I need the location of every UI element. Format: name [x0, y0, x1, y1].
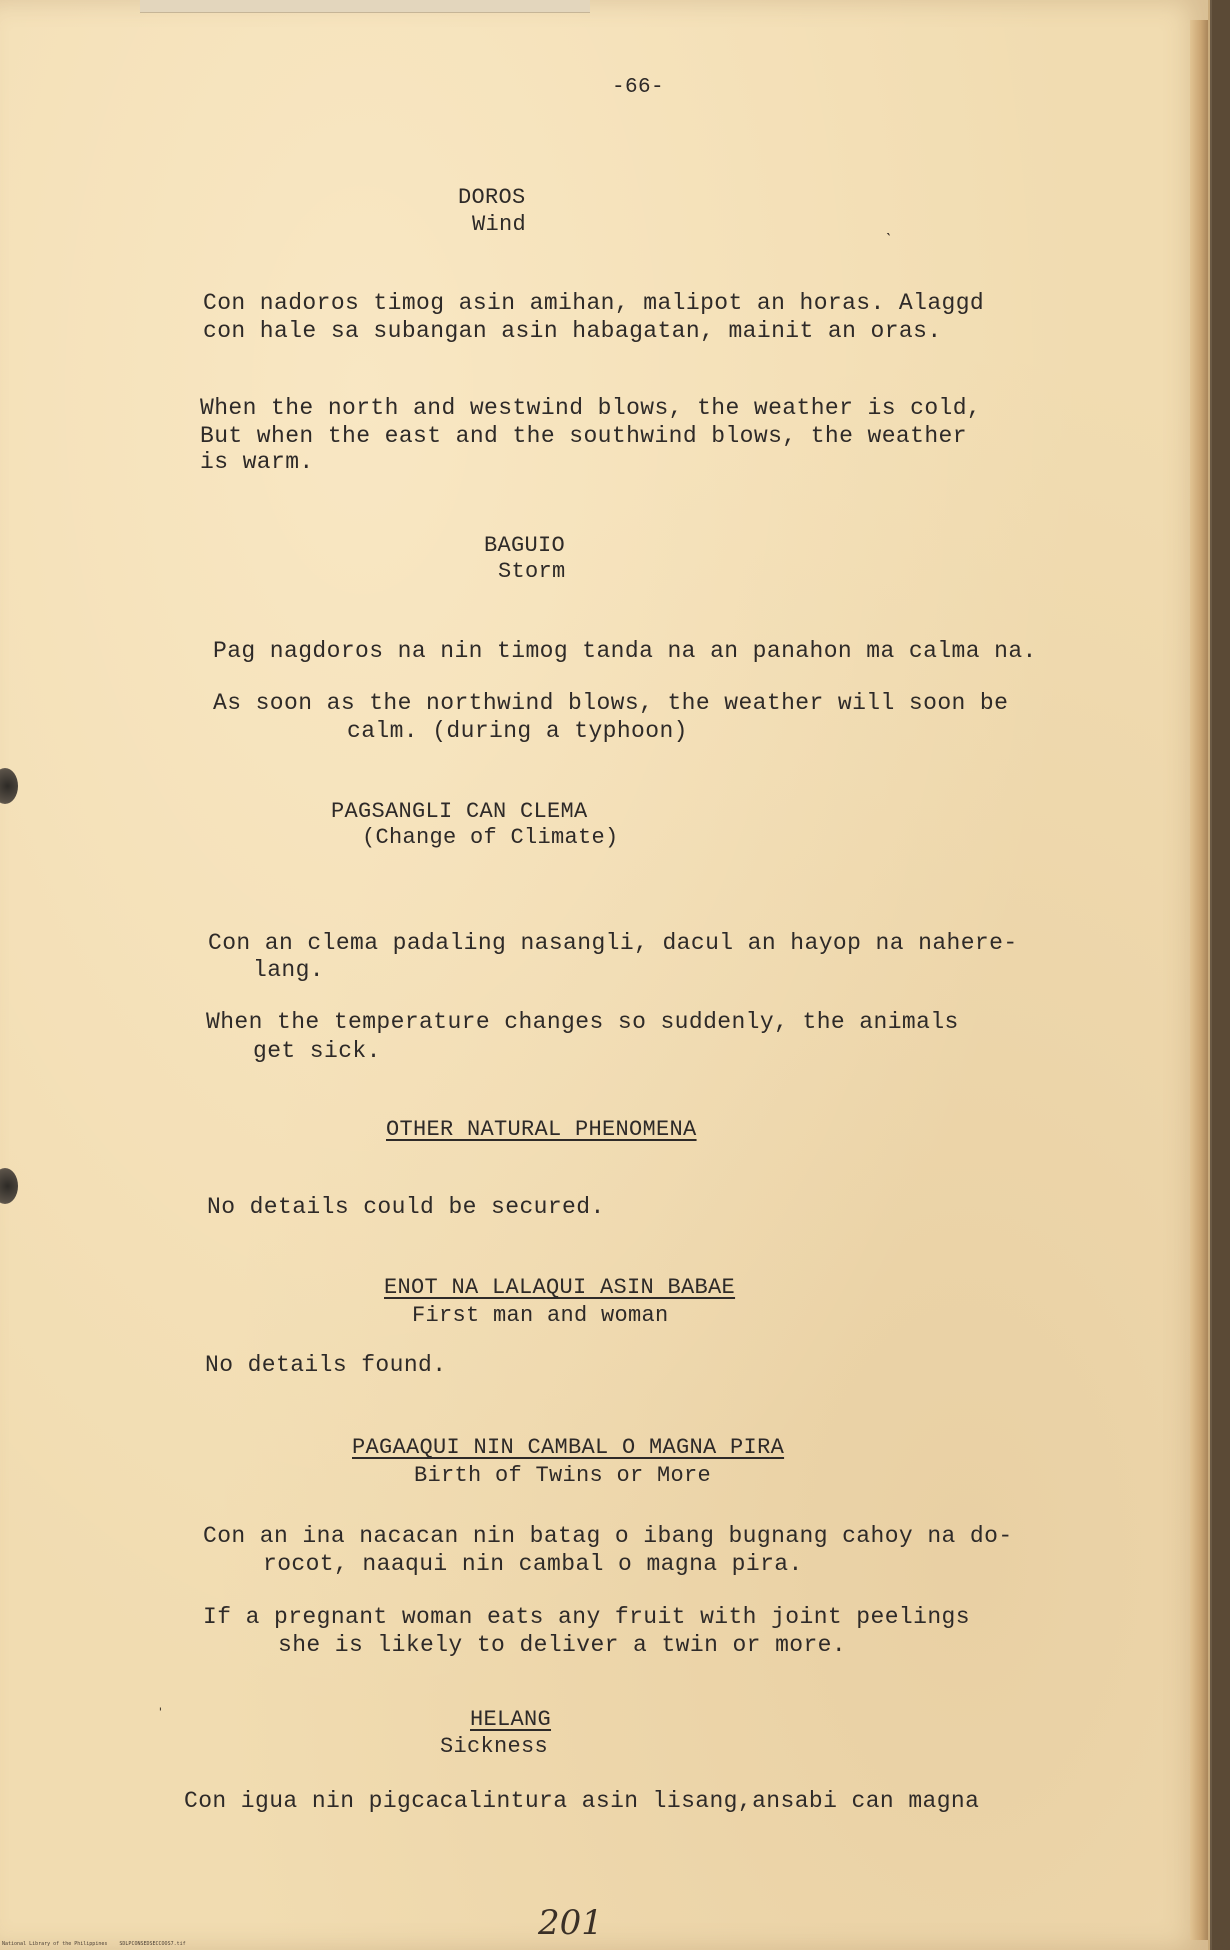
- body-line: But when the east and the southwind blows, the weather: [200, 423, 967, 449]
- body-line: No details found.: [205, 1352, 447, 1378]
- body-line: Con an clema padaling nasangli, dacul an hayop na nahere-: [208, 930, 1018, 956]
- section-title-pagsangli: PAGSANGLI CAN CLEMA: [331, 799, 588, 824]
- scan-footer: National Library of the Philippines SDLPCONSEDSECCOOS7.tif: [2, 1941, 186, 1947]
- section-subtitle-twins: Birth of Twins or More: [414, 1463, 712, 1488]
- body-line: Con an ina nacacan nin batag o ibang bugnang cahoy na do-: [203, 1523, 1013, 1549]
- body-line: As soon as the northwind blows, the weather will soon be: [213, 690, 1009, 716]
- paper-scrap: [140, 0, 590, 13]
- punch-hole: [0, 1168, 18, 1204]
- folio-number: 201: [538, 1903, 603, 1943]
- body-line: calm. (during a typhoon): [347, 718, 688, 744]
- body-line: lang.: [253, 957, 325, 983]
- body-line: No details could be secured.: [207, 1194, 605, 1220]
- section-title-pagaaqui: PAGAAQUI NIN CAMBAL O MAGNA PIRA: [352, 1435, 785, 1460]
- section-subtitle-first-man: First man and woman: [412, 1303, 669, 1328]
- section-subtitle-sickness: Sickness: [440, 1734, 549, 1759]
- body-line: con hale sa subangan asin habagatan, mainit an oras.: [203, 318, 942, 344]
- section-title-doros: DOROS: [458, 185, 526, 210]
- body-line: Pag nagdoros na nin timog tanda na an panahon ma calma na.: [213, 638, 1037, 664]
- body-line: Con igua nin pigcacalintura asin lisang,ansabi can magna: [184, 1788, 980, 1814]
- body-line: Con nadoros timog asin amihan, malipot an horas. Alaggd: [203, 290, 985, 316]
- body-line: When the north and westwind blows, the weather is cold,: [200, 395, 982, 421]
- punch-hole: [0, 768, 18, 804]
- section-subtitle-storm: Storm: [498, 559, 566, 584]
- body-line: When the temperature changes so suddenly, the animals: [206, 1009, 959, 1035]
- body-line: rocot, naaqui nin cambal o magna pira.: [263, 1551, 803, 1577]
- section-title-baguio: BAGUIO: [484, 533, 566, 558]
- section-subtitle-climate: (Change of Climate): [362, 825, 619, 850]
- page-edge: [1190, 20, 1208, 1940]
- section-title-enot: ENOT NA LALAQUI ASIN BABAE: [384, 1275, 736, 1300]
- body-line: is warm.: [200, 449, 314, 475]
- section-subtitle-wind: Wind: [472, 212, 527, 237]
- section-title-helang: HELANG: [470, 1707, 552, 1732]
- stray-mark: ˈ: [155, 1707, 166, 1727]
- body-line: get sick.: [253, 1038, 381, 1064]
- body-line: she is likely to deliver a twin or more.: [278, 1632, 847, 1658]
- page-number: -66-: [612, 76, 665, 99]
- binder-strip: [1212, 0, 1230, 1950]
- body-line: If a pregnant woman eats any fruit with joint peelings: [203, 1604, 970, 1630]
- section-title-other-phenomena: OTHER NATURAL PHENOMENA: [386, 1117, 697, 1142]
- stray-mark: ˎ: [883, 218, 894, 238]
